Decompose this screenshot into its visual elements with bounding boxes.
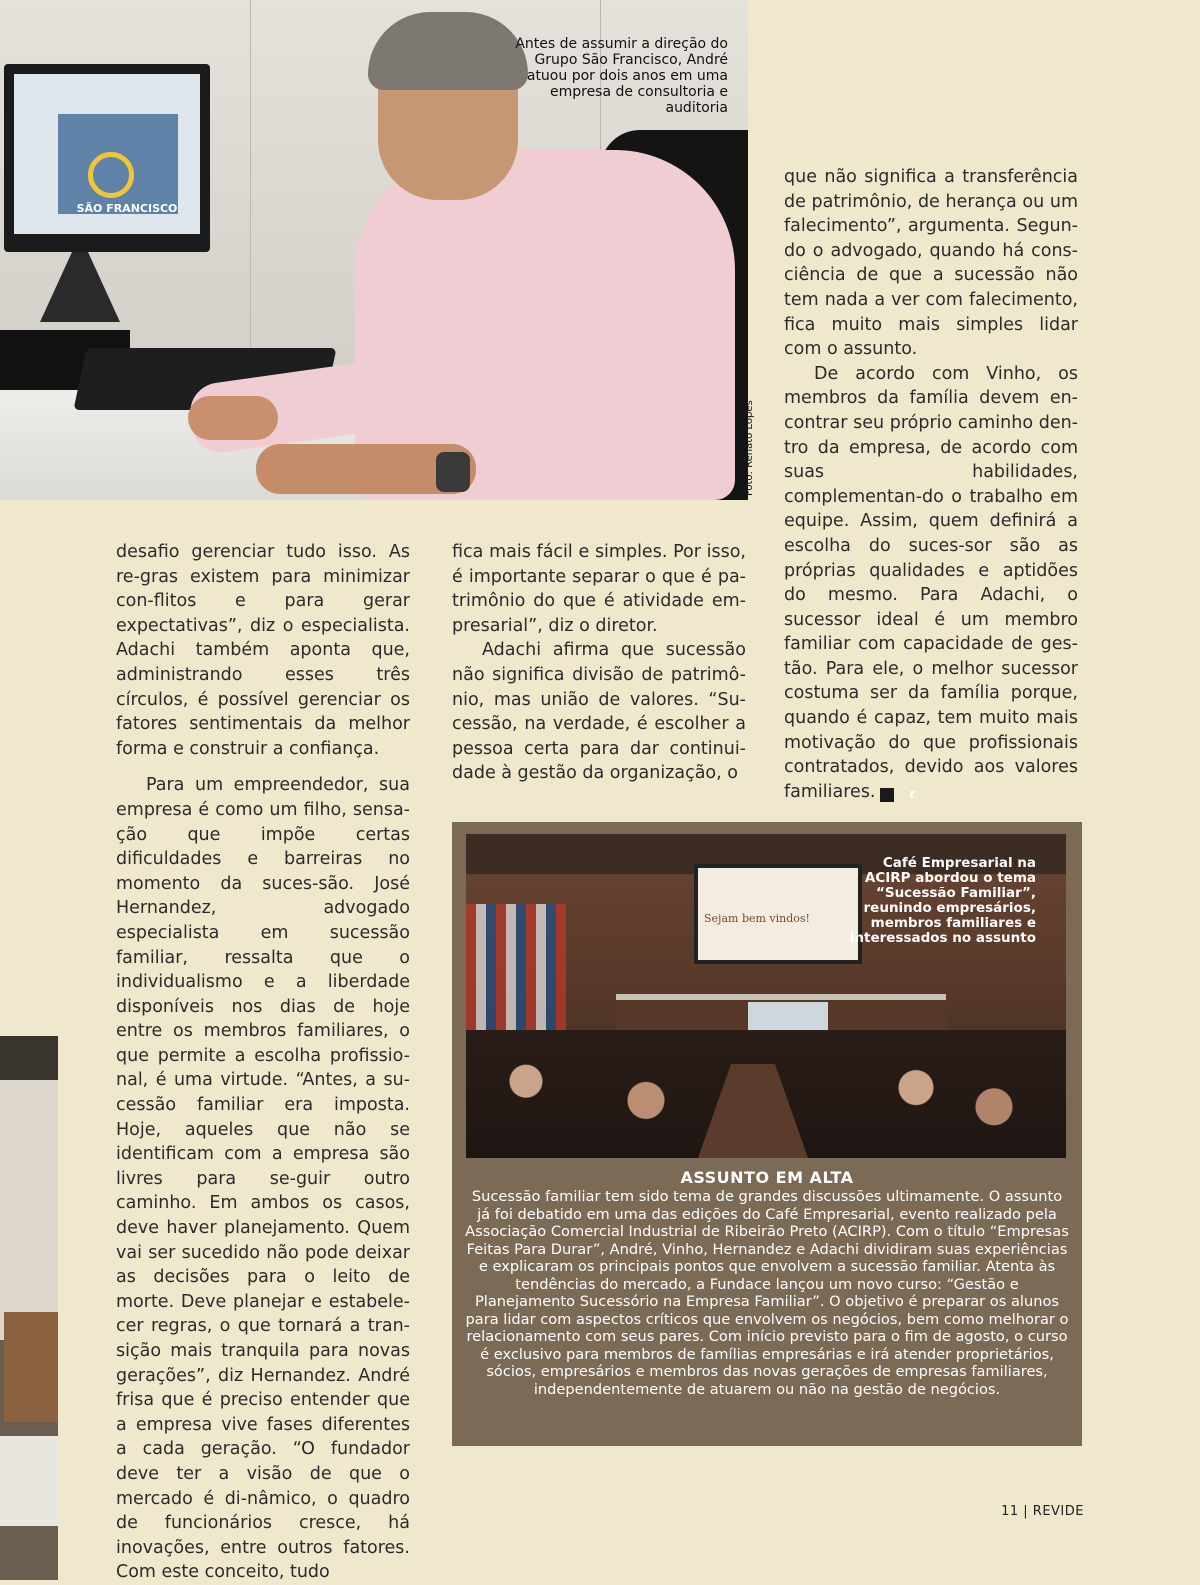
monitor-stand <box>40 252 120 322</box>
photo-caption: Antes de assumir a direção do Grupo São Francisco, André atuou por dois anos em uma empresa de consultoria e auditoria <box>515 36 728 116</box>
sidebar-box <box>452 822 1082 1446</box>
event-photo <box>466 834 1066 1158</box>
event-photo-caption: Café Empresarial na ACIRP abordou o tema “Sucessão Familiar”, reunindo empresários, membros familiares e interessados no assunto <box>849 855 1036 946</box>
end-of-article-icon: r <box>880 788 894 802</box>
monitor-brand: SÃO FRANCISCO <box>76 202 178 215</box>
paragraph: Adachi afirma que sucessão não significa divisão de patrimô-nio, mas união de valores. “Su-cessão, na verdade, é escolher a pessoa certa para dar continui-dade à gestão da organização, o <box>452 640 746 784</box>
projection-screen-text: Sejam bem vindos! <box>704 912 810 925</box>
watch-icon <box>436 452 470 492</box>
paragraph-text: De acordo com Vinho, os membros da família devem en-contrar seu próprio caminho den-tro da empresa, de acordo com suas habilidades, complementan-do o trabalho em equipe. Assim, quem definirá a escolha do suces-sor são as próprias qualidades e aptidões do mesmo. Para Adachi, o sucessor ideal é um membro familiar com capacidade de ges-tão. Para ele, o melhor sucessor costuma ser da família porque, quando é capaz, tem muito mais motivação do que profissionais contratados, devido aos valores familiares. <box>784 363 1078 802</box>
paragraph: fica mais fácil e simples. Por isso, é importante separar o que é pa-trimônio do que é atividade em-presarial”, diz o diretor. <box>452 542 746 636</box>
paragraph: desafio gerenciar tudo isso. As re-gras existem para minimizar con-flitos e para gerar expectativas”, diz o especialista. Adachi também aponta que, administrando esses três círculos, é possível gerenciar os fatores sentimentais da melhor forma e construir a confiança. <box>116 542 410 759</box>
wall-line <box>250 0 251 380</box>
page-footer: 11 | REVIDE <box>1001 1504 1084 1519</box>
paragraph <box>784 362 1078 805</box>
box-body: Sucessão familiar tem sido tema de grandes discussões ultimamente. O assunto já foi debatido em uma das edições do Café Empresarial, evento realizado pela Associação Comercial Industrial de Ribeirão Preto (ACIRP). Com o título “Empresas Feitas Para Durar”, André, Vinho, Hernandez e Adachi dividiram suas experiências e explicaram os principais pontos que envolvem a sucessão familiar. Atenta às tendências do mercado, a Fundace lançou um novo curso: “Gestão e Planejamento Sucessório na Empresa Familiar”. O objetivo é preparar os alunos para lidar com aspectos críticos que envolvem os negócios, bem como melhorar o relacionamento com seus pares. Com início previsto para o fim de agosto, o curso é exclusivo para membros de famílias empresárias e irá atender proprietários, sócios, empresários e membros das novas gerações de empresas familiares, independentemente de atuarem ou não na gestão de negócios. <box>465 1188 1069 1398</box>
sao-francisco-logo-icon <box>88 152 134 198</box>
paragraph: Para um empreendedor, sua empresa é como um filho, sensa-ção que impõe certas dificuldades e barreiras no momento da suces-são. José Hernandez, advogado especialista em sucessão familiar, ressalta que o individualismo e a liberdade disponíveis nos dias de hoje entre os membros familiares, o que permite a escolha profissio-nal, é uma virtude. “Antes, a su-cessão familiar era imposta. Hoje, aqueles que não se identificam com a empresa são livres para se-guir outro caminho. Em ambos os casos, deve haver planejamento. Quem vai ser sucedido não pode deixar as decisões para o leito de morte. Deve planejar e estabele-cer regras, o que tornará a tran-sição mais tranquila para novas gerações”, diz Hernandez. André frisa que é preciso entender que a empresa vive fases diferentes a cada geração. “O fundador deve ter a visão de que o mercado é di-nâmico, o quadro de funcionários cresce, há inovações, entre outros fatores. Com este conceito, tudo <box>116 775 410 1583</box>
photo-credit: Foto: Renato Lopes <box>744 400 755 496</box>
photo-frame <box>4 1312 58 1422</box>
photo-frame <box>0 1036 58 1080</box>
article-column-2 <box>452 540 746 786</box>
monitor <box>4 64 210 252</box>
article-column-1 <box>116 540 410 1585</box>
box-title: ASSUNTO EM ALTA <box>680 1168 854 1187</box>
article-column-3 <box>784 165 1078 804</box>
photo-paper <box>0 1436 58 1526</box>
left-edge-photo <box>0 1036 58 1580</box>
paragraph: que não significa a transferência de patrimônio, de herança ou um falecimento”, argumenta. Segun-do o advogado, quando há cons-ciência de que a sucessão não tem nada a ver com falecimento, fica muito mais simples lidar com o assunto. <box>784 167 1078 360</box>
person-hand <box>188 396 278 440</box>
photo-wall <box>0 1080 58 1340</box>
top-photo <box>0 0 748 500</box>
flags <box>466 904 566 1034</box>
